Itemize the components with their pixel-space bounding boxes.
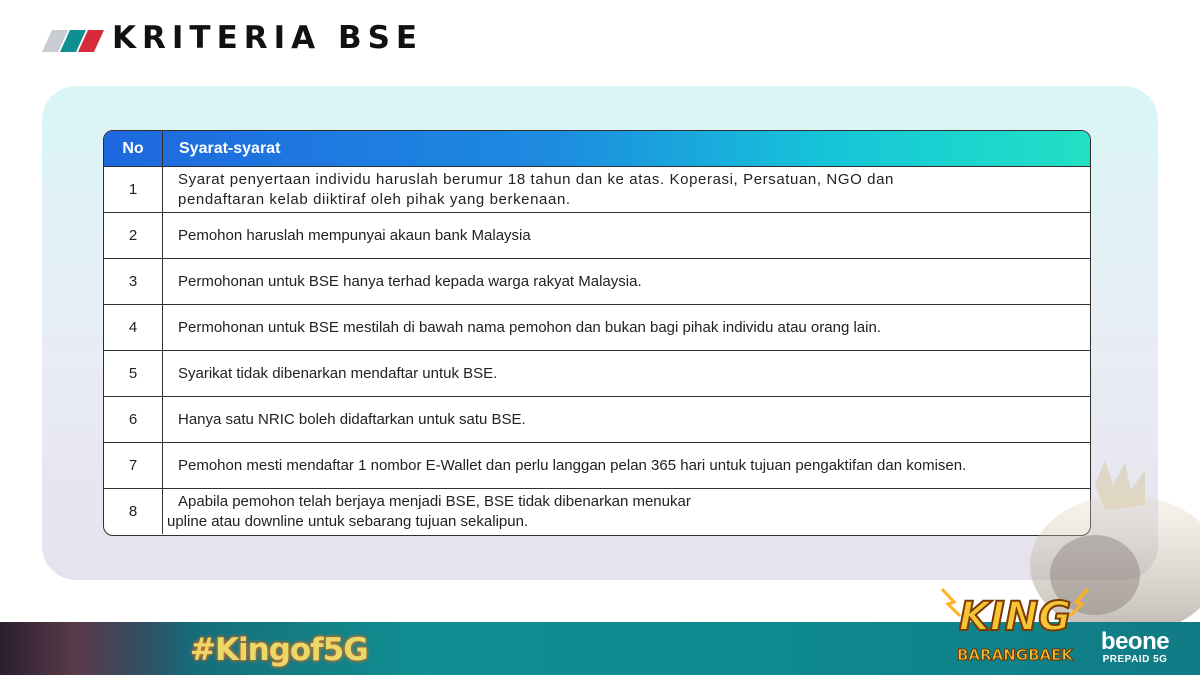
- table-row: [104, 442, 1090, 488]
- king-barangbaek-logo: [940, 584, 1090, 674]
- table-row: [104, 304, 1090, 350]
- row-text-line: Syarat penyertaan individu haruslah berumur 18 tahun dan ke atas. Koperasi, Persatuan, NGO dan: [178, 170, 894, 188]
- row-text: Pemohon haruslah mempunyai akaun bank Malaysia: [178, 226, 531, 244]
- row-number: 8: [104, 489, 163, 534]
- row-text-line: Apabila pemohon telah berjaya menjadi BSE, BSE tidak dibenarkan menukar: [178, 492, 691, 510]
- row-text: [163, 167, 1090, 212]
- brand-subtitle: PREPAID 5G: [1102, 654, 1168, 665]
- row-text: Permohonan untuk BSE mestilah di bawah nama pemohon dan bukan bagi pihak individu atau orang lain.: [178, 318, 881, 336]
- hashtag-text: #Kingof5G: [190, 632, 368, 668]
- page-title: KRITERIA BSE: [112, 20, 424, 56]
- row-number: 3: [104, 259, 163, 304]
- row-number: 7: [104, 443, 163, 488]
- table-row: [104, 350, 1090, 396]
- column-header-no: No: [104, 131, 163, 166]
- row-number: 6: [104, 397, 163, 442]
- lion-image-left: [0, 622, 190, 675]
- brand-name: beone: [1100, 628, 1170, 655]
- row-text-line: pendaftaran kelab diiktiraf oleh pihak yang berkenaan.: [178, 190, 571, 208]
- row-text: Pemohon mesti mendaftar 1 nombor E-Wallet dan perlu langgan pelan 365 hari untuk tujuan pengaktifan dan komisen.: [178, 456, 967, 474]
- row-number: 5: [104, 351, 163, 396]
- row-text: Hanya satu NRIC boleh didaftarkan untuk satu BSE.: [178, 410, 526, 428]
- table-row: [104, 258, 1090, 304]
- criteria-table: [103, 130, 1091, 536]
- row-number: 4: [104, 305, 163, 350]
- table-row: [104, 212, 1090, 258]
- row-text: [163, 489, 1090, 534]
- king-logo-line1: KING: [958, 594, 1072, 640]
- brand-logo: [1090, 630, 1180, 665]
- row-text-line: upline atau downline untuk sebarang tujuan sekalipun.: [167, 512, 529, 530]
- row-number: 2: [104, 213, 163, 258]
- row-text: Permohonan untuk BSE hanya terhad kepada warga rakyat Malaysia.: [178, 272, 642, 290]
- title-stripes-icon: [42, 30, 104, 52]
- king-logo-line2: BARANGBAEK: [957, 646, 1073, 664]
- table-row: [104, 396, 1090, 442]
- table-header: [104, 131, 1090, 166]
- table-row: [104, 166, 1090, 212]
- row-number: 1: [104, 167, 163, 212]
- table-row: [104, 488, 1090, 534]
- row-text: Syarikat tidak dibenarkan mendaftar untuk BSE.: [178, 364, 498, 382]
- column-header-requirements: Syarat-syarat: [179, 139, 281, 157]
